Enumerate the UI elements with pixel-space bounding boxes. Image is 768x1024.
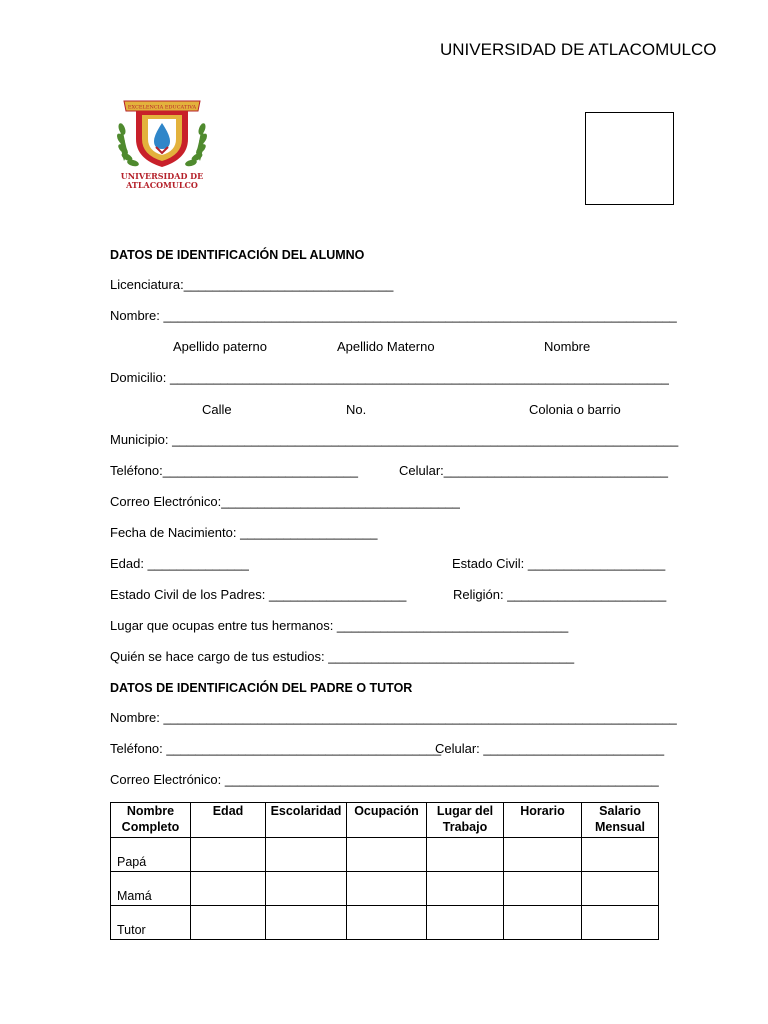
- tutor-nombre-field[interactable]: Nombre: _______________________________________________________________________: [110, 710, 677, 725]
- col-ocupacion: Ocupación: [347, 803, 427, 838]
- logo-name-line1: UNIVERSIDAD DE: [120, 171, 204, 181]
- municipio-field[interactable]: Municipio: ______________________________________________________________________: [110, 432, 679, 447]
- col-escolaridad: Escolaridad: [266, 803, 347, 838]
- table-cell[interactable]: [191, 838, 266, 872]
- table-cell[interactable]: [191, 872, 266, 906]
- table-row: [111, 838, 659, 872]
- numero-label: No.: [346, 402, 367, 417]
- university-logo: [114, 93, 210, 193]
- table-cell[interactable]: [504, 838, 582, 872]
- table-cell[interactable]: [504, 906, 582, 940]
- table-cell[interactable]: [347, 838, 427, 872]
- table-cell[interactable]: [427, 906, 504, 940]
- laurel-right-icon: [184, 122, 208, 167]
- nombre-sub-label: Nombre: [544, 339, 591, 354]
- lugar-hermanos-field[interactable]: Lugar que ocupas entre tus hermanos: ________________________________: [110, 618, 569, 633]
- table-row: [111, 906, 659, 940]
- table-cell[interactable]: [582, 906, 659, 940]
- family-table: [110, 802, 659, 940]
- table-cell[interactable]: [347, 906, 427, 940]
- alumno-correo-field[interactable]: Correo Electrónico:_________________________________: [110, 494, 460, 509]
- table-cell[interactable]: [427, 872, 504, 906]
- col-lugar-trabajo: Lugar del Trabajo: [427, 803, 504, 838]
- table-cell[interactable]: [504, 872, 582, 906]
- row-label-papa: Papá: [111, 838, 191, 872]
- alumno-celular-field[interactable]: Celular:_______________________________: [399, 463, 668, 478]
- alumno-telefono-field[interactable]: Teléfono:___________________________: [110, 463, 358, 478]
- estado-civil-padres-field[interactable]: Estado Civil de los Padres: ___________________: [110, 587, 407, 602]
- table-cell[interactable]: [427, 838, 504, 872]
- alumno-heading: DATOS DE IDENTIFICACIÓN DEL ALUMNO: [110, 248, 365, 262]
- apellido-paterno-label: Apellido paterno: [173, 339, 267, 354]
- col-salario-mensual: Salario Mensual: [582, 803, 659, 838]
- table-row: [111, 872, 659, 906]
- row-label-mama: Mamá: [111, 872, 191, 906]
- domicilio-field[interactable]: Domicilio: _____________________________________________________________________: [110, 370, 669, 385]
- edad-field[interactable]: Edad: ______________: [110, 556, 249, 571]
- table-cell[interactable]: [582, 838, 659, 872]
- alumno-nombre-field[interactable]: Nombre: _______________________________________________________________________: [110, 308, 677, 323]
- table-cell[interactable]: [266, 906, 347, 940]
- logo-ribbon-text: EXCELENCIA EDUCATIVA: [127, 104, 197, 111]
- colonia-label: Colonia o barrio: [529, 402, 621, 417]
- logo-name-line2: ATLACOMULCO: [126, 180, 198, 190]
- apellido-materno-label: Apellido Materno: [337, 339, 435, 354]
- table-cell[interactable]: [191, 906, 266, 940]
- table-cell[interactable]: [266, 838, 347, 872]
- university-title: UNIVERSIDAD DE ATLACOMULCO: [440, 40, 717, 59]
- tutor-heading: DATOS DE IDENTIFICACIÓN DEL PADRE O TUTOR: [110, 681, 413, 695]
- table-header-row: [111, 803, 659, 838]
- licenciatura-field[interactable]: Licenciatura:_____________________________: [110, 277, 394, 292]
- fecha-nacimiento-field[interactable]: Fecha de Nacimiento: ___________________: [110, 525, 378, 540]
- tutor-celular-field[interactable]: Celular: _________________________: [435, 741, 665, 756]
- col-nombre-completo: Nombre Completo: [111, 803, 191, 838]
- col-edad: Edad: [191, 803, 266, 838]
- col-horario: Horario: [504, 803, 582, 838]
- religion-field[interactable]: Religión: ______________________: [453, 587, 667, 602]
- laurel-left-icon: [115, 122, 139, 167]
- estado-civil-field[interactable]: Estado Civil: ___________________: [452, 556, 666, 571]
- table-cell[interactable]: [347, 872, 427, 906]
- table-cell[interactable]: [582, 872, 659, 906]
- calle-label: Calle: [202, 402, 232, 417]
- row-label-tutor: Tutor: [111, 906, 191, 940]
- tutor-correo-field[interactable]: Correo Electrónico: ____________________________________________________________: [110, 772, 659, 787]
- photo-box: [585, 112, 674, 205]
- table-cell[interactable]: [266, 872, 347, 906]
- cargo-estudios-field[interactable]: Quién se hace cargo de tus estudios: __________________________________: [110, 649, 575, 664]
- tutor-telefono-field[interactable]: Teléfono: ______________________________________: [110, 741, 442, 756]
